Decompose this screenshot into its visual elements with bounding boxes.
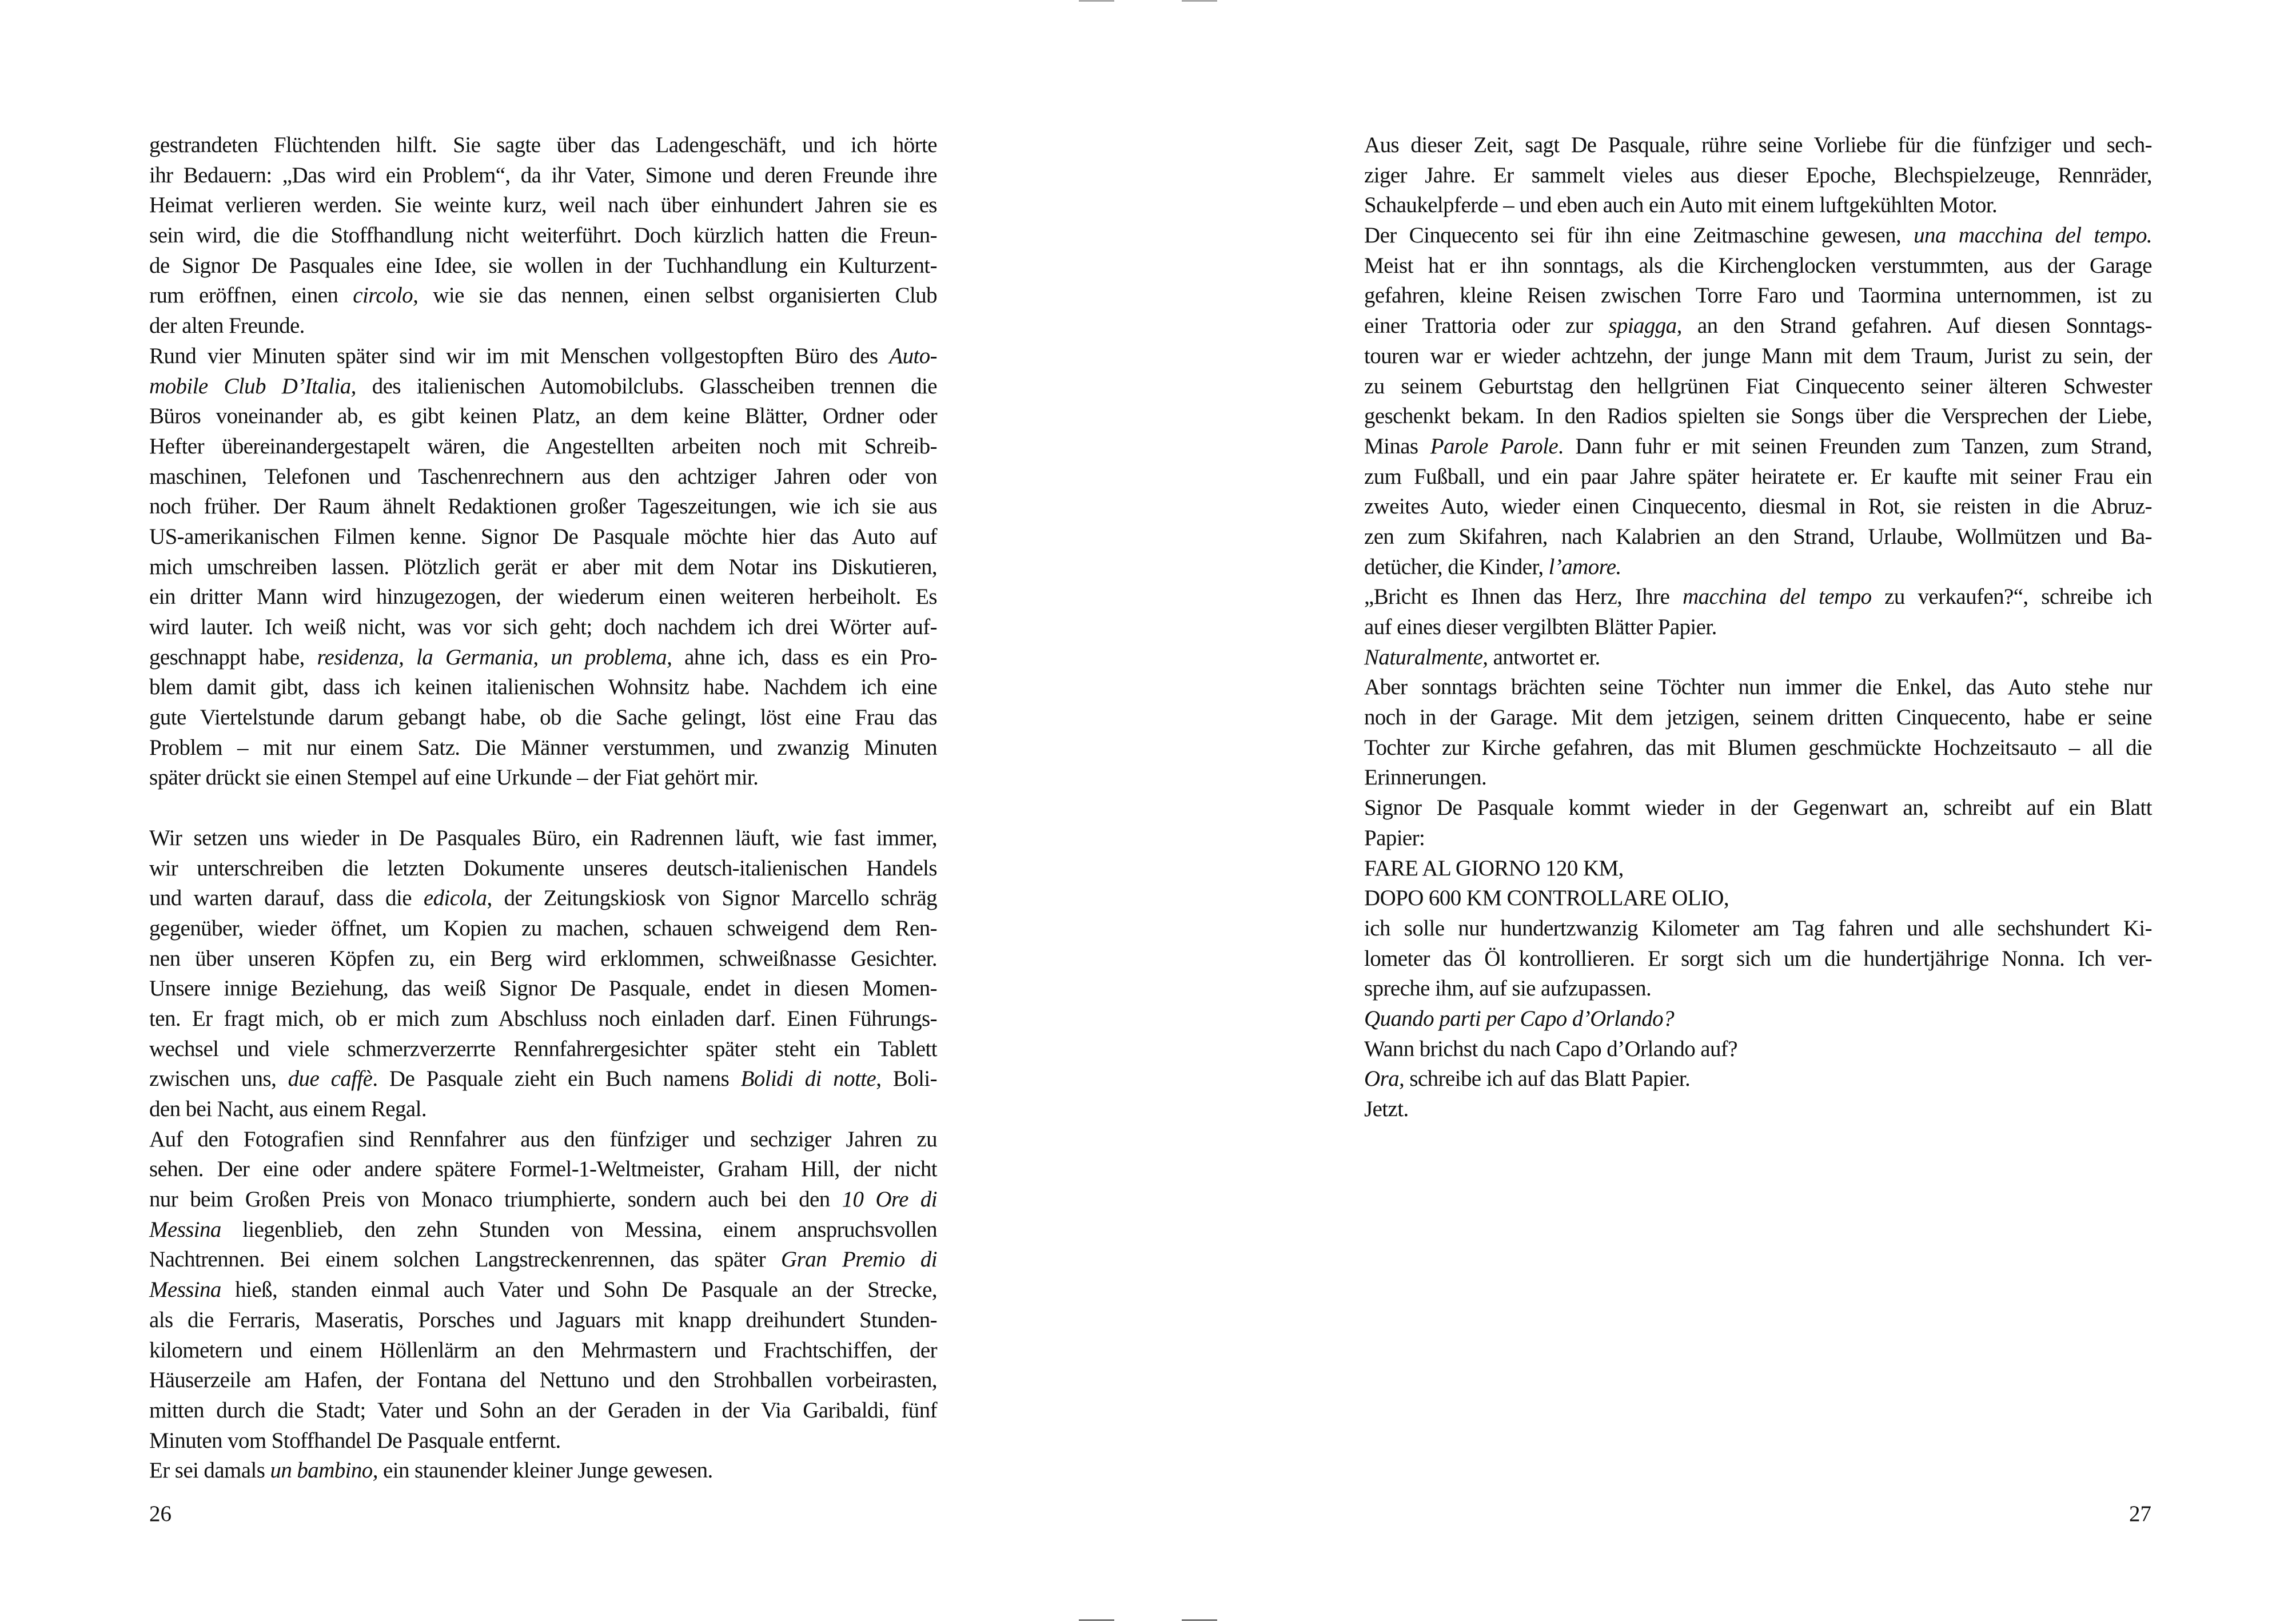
text-run: blem damit gibt, dass ich keinen italienischen Wohnsitz habe. Nachdem ich eine (149, 675, 937, 700)
text-run: Minas (1364, 433, 1430, 459)
text-run: Häuserzeile am Hafen, der Fontana del Nettuno und den Strohballen vorbeirasten, (149, 1368, 937, 1393)
text-line (1364, 582, 2152, 612)
text-run: zwischen uns, (149, 1066, 288, 1092)
text-line (149, 190, 937, 221)
text-line (1364, 281, 2152, 311)
text-line (149, 854, 937, 884)
text-run: ein dritter Mann wird hinzugezogen, der wiederum einen weiteren herbeiholt. Es (149, 584, 937, 610)
text-run: spreche ihm, auf sie aufzupassen. (1364, 976, 1652, 1001)
text-run: Rund vier Minuten später sind wir im mit Menschen vollgestopften Büro des (149, 343, 890, 368)
text-run: Papier: (1364, 825, 1425, 850)
text-run: zen zum Skifahren, nach Kalabrien an den Strand, Urlaube, Wollmützen und Ba- (1364, 524, 2152, 549)
text-line (1364, 672, 2152, 703)
text-line (149, 823, 937, 854)
text-run: Aber sonntags brächten seine Töchter nun immer die Enkel, das Auto stehe nur (1364, 675, 2152, 700)
italic-phrase: edicola (423, 886, 487, 911)
text-line (149, 1154, 937, 1185)
text-line (149, 1034, 937, 1065)
text-line (1364, 372, 2152, 402)
text-run: Unsere innige Beziehung, das weiß Signor De Pasquale, endet in diesen Momen- (149, 976, 937, 1001)
text-line (149, 311, 937, 341)
italic-phrase: l’amore. (1548, 554, 1621, 579)
text-run: ihr Bedauern: „Das wird ein Problem“, da ihr Vater, Simone und deren Freunde ihre (149, 162, 937, 188)
text-run: mitten durch die Stadt; Vater und Sohn an der Geraden in der Via Garibaldi, fünf (149, 1397, 937, 1423)
text-run: DOPO 600 KM CONTROLLARE OLIO, (1364, 886, 1729, 911)
text-run: rum eröffnen, einen (149, 283, 353, 308)
text-line (149, 733, 937, 763)
text-run: lometer das Öl kontrollieren. Er sorgt sich um die hundertjährige Nonna. Ich ver- (1364, 946, 2152, 971)
text-line (149, 612, 937, 643)
right-text-column (1364, 130, 2152, 1125)
italic-phrase: Quando parti per Capo d’Orlando? (1364, 1006, 1674, 1031)
text-run: Nachtrennen. Bei einem solchen Langstreckenrennen, das später (149, 1247, 782, 1272)
text-line (149, 1245, 937, 1275)
text-line (149, 1094, 937, 1125)
text-run: der alten Freunde. (149, 313, 305, 338)
text-line (149, 161, 937, 191)
text-run: sehen. Der eine oder andere spätere Formel-1-Weltmeister, Graham Hill, der nicht (149, 1157, 937, 1182)
italic-phrase: Ora, (1364, 1066, 1405, 1092)
text-line (149, 1125, 937, 1155)
text-line (1364, 221, 2152, 251)
text-line (1364, 251, 2152, 281)
text-run: antwortet er. (1488, 644, 1600, 670)
text-run: wir unterschreiben die letzten Dokumente unseres deutsch-italienischen Handels (149, 855, 937, 881)
text-run: mich umschreiben lassen. Plötzlich gerät er aber mit dem Notar ins Diskutieren, (149, 554, 937, 579)
text-run: zu verkaufen?“, schreibe ich (1871, 584, 2152, 610)
text-line (1364, 914, 2152, 944)
left-text-column (149, 130, 937, 1486)
text-run: ziger Jahre. Er sammelt vieles aus dieser Epoche, Blechspielzeuge, Rennräder, (1364, 162, 2152, 188)
italic-phrase: residenza, la Germania, un problema, (317, 644, 672, 670)
italic-phrase: mobile Club D’Italia, (149, 373, 356, 399)
text-run: sein wird, die die Stoffhandlung nicht weiterführt. Doch kürzlich hatten die Freun- (149, 223, 937, 248)
text-run: und warten darauf, dass die (149, 886, 424, 911)
text-line (149, 1336, 937, 1366)
text-run: Heimat verlieren werden. Sie weinte kurz, weil nach über einhundert Jahren sie es (149, 193, 937, 218)
text-run: FARE AL GIORNO 120 KM, (1364, 855, 1624, 881)
text-line (1364, 944, 2152, 974)
text-line (149, 883, 937, 914)
text-run: hieß, standen einmal auch Vater und Sohn De Pasquale an der Strecke, (221, 1277, 937, 1303)
text-run: US-amerikanischen Filmen kenne. Signor De Pasquale möchte hier das Auto auf (149, 524, 937, 549)
text-line (1364, 311, 2152, 341)
text-line (149, 1004, 937, 1034)
text-line (1364, 703, 2152, 733)
text-line (1364, 190, 2152, 221)
text-line (149, 1305, 937, 1336)
text-line (1364, 612, 2152, 643)
text-line (1364, 854, 2152, 884)
italic-phrase: 10 Ore di (842, 1187, 937, 1212)
italic-phrase: Gran Premio di (781, 1247, 937, 1272)
text-line (1364, 823, 2152, 854)
text-run: touren war er wieder achtzehn, der junge Mann mit dem Traum, Jurist zu sein, der (1364, 343, 2152, 368)
text-run: nur beim Großen Preis von Monaco triumphierte, sondern auch bei den (149, 1187, 842, 1212)
text-run: Aus dieser Zeit, sagt De Pasquale, rühre seine Vorliebe für die fünfziger und sech- (1364, 133, 2152, 157)
page-number-left: 26 (149, 1501, 172, 1526)
text-run: Jetzt. (1364, 1097, 1409, 1121)
text-run: Wir setzen uns wieder in De Pasquales Büro, ein Radrennen läuft, wie fast immer, (149, 825, 937, 850)
italic-phrase: due caffè (288, 1066, 373, 1092)
text-run: Hefter übereinandergestapelt wären, die Angestellten arbeiten noch mit Schreib- (149, 433, 937, 459)
text-line (149, 582, 937, 612)
italic-phrase: Auto- (889, 343, 937, 368)
italic-phrase: spiagga, (1608, 313, 1682, 338)
text-run: Signor De Pasquale kommt wieder in der Gegenwart an, schreibt auf ein Blatt (1364, 795, 2152, 821)
text-run: Er sei damals (149, 1458, 270, 1483)
text-line (1364, 432, 2152, 462)
italic-phrase: circolo, (353, 283, 418, 308)
text-line (1364, 401, 2152, 432)
text-line (149, 432, 937, 462)
text-run: an den Strand gefahren. Auf diesen Sonntags- (1681, 313, 2152, 338)
text-line (1364, 733, 2152, 763)
text-line (1364, 130, 2152, 161)
text-run: wechsel und viele schmerzverzerrte Rennfahrergesichter später steht ein Tablett (149, 1036, 937, 1061)
text-line (149, 341, 937, 372)
text-line (149, 221, 937, 251)
text-run: detücher, die Kinder, (1364, 554, 1549, 579)
text-run: den bei Nacht, aus einem Regal. (149, 1097, 426, 1121)
text-line (149, 944, 937, 974)
text-line (1364, 883, 2152, 914)
text-run: zum Fußball, und ein paar Jahre später heiratete er. Er kaufte mit seiner Frau ein (1364, 464, 2152, 489)
text-run: Minuten vom Stoffhandel De Pasquale entfernt. (149, 1428, 561, 1453)
text-run: liegenblieb, den zehn Stunden von Messina, einem anspruchsvollen (221, 1217, 937, 1242)
text-run: Wann brichst du nach Capo d’Orlando auf? (1364, 1036, 1737, 1061)
text-line (149, 1064, 937, 1094)
text-run: ein staunender kleiner Junge gewesen. (377, 1458, 713, 1483)
text-run: Büros voneinander ab, es gibt keinen Platz, an dem keine Blätter, Ordner oder (149, 404, 937, 429)
text-run: später drückt sie einen Stempel auf eine Urkunde – der Fiat gehört mir. (149, 765, 759, 790)
text-line (149, 1185, 937, 1215)
text-run: „Bricht es Ihnen das Herz, Ihre (1364, 584, 1683, 610)
italic-phrase: Bolidi di notte (740, 1066, 876, 1092)
text-line (149, 914, 937, 944)
text-run: Problem – mit nur einem Satz. Die Männer verstummen, und zwanzig Minuten (149, 735, 937, 760)
text-run: kilometern und einem Höllenlärm an den Mehrmastern und Frachtschiffen, der (149, 1337, 937, 1363)
text-run: gefahren, kleine Reisen zwischen Torre Faro und Taormina unternommen, ist zu (1364, 283, 2152, 308)
text-run: , Boli- (876, 1066, 937, 1092)
italic-phrase: Parole Parole (1430, 433, 1558, 459)
text-line (1364, 763, 2152, 793)
paragraph-gap (149, 793, 937, 823)
text-line (149, 462, 937, 492)
text-run: Tochter zur Kirche gefahren, das mit Blumen geschmückte Hochzeitsauto – all die (1364, 735, 2152, 760)
text-run: wird lauter. Ich weiß nicht, was vor sich geht; doch nachdem ich drei Wörter auf- (149, 615, 937, 639)
text-run: Auf den Fotografien sind Rennfahrer aus den fünfziger und sechziger Jahren zu (149, 1126, 937, 1152)
text-run: Meist hat er ihn sonntags, als die Kirchenglocken verstummten, aus der Garage (1364, 253, 2152, 278)
text-line (149, 1396, 937, 1426)
text-run: Erinnerungen. (1364, 765, 1487, 790)
italic-phrase: Messina (149, 1217, 221, 1242)
text-line (1364, 522, 2152, 552)
italic-phrase: macchina del tempo (1683, 584, 1872, 610)
text-line (1364, 341, 2152, 372)
text-run: geschnappt habe, (149, 644, 317, 670)
text-run: . Dann fuhr er mit seinen Freunden zum Tanzen, zum Strand, (1558, 433, 2152, 459)
text-run: einer Trattoria oder zur (1364, 313, 1609, 338)
text-run: gute Viertelstunde darum gebangt habe, ob die Sache gelingt, löst eine Frau das (149, 705, 937, 730)
text-line (149, 372, 937, 402)
text-run: gestrandeten Flüchtenden hilft. Sie sagte über das Ladengeschäft, und ich hörte (149, 133, 937, 157)
page-number-right: 27 (2129, 1501, 2151, 1526)
text-run: zweites Auto, wieder einen Cinquecento, diesmal in Rot, sie reisten in die Abruz- (1364, 494, 2152, 519)
text-line (1364, 1004, 2152, 1034)
text-line (1364, 643, 2152, 673)
text-run: ahne ich, dass es ein Pro- (672, 644, 937, 670)
text-line (1364, 552, 2152, 583)
text-run: geschenkt bekam. In den Radios spielten sie Songs über die Versprechen der Liebe, (1364, 404, 2152, 429)
text-line (1364, 1094, 2152, 1125)
text-run: Der Cinquecento sei für ihn eine Zeitmaschine gewesen, (1364, 223, 1914, 248)
text-line (149, 974, 937, 1004)
text-line (149, 251, 937, 281)
text-line (149, 703, 937, 733)
text-line (1364, 1064, 2152, 1094)
text-run: gegenüber, wieder öffnet, um Kopien zu machen, schauen schweigend dem Ren- (149, 915, 937, 941)
text-line (149, 130, 937, 161)
text-line (1364, 1034, 2152, 1065)
right-page (1148, 0, 2296, 1621)
text-run: als die Ferraris, Maseratis, Porsches und Jaguars mit knapp dreihundert Stunden- (149, 1307, 937, 1332)
text-run: ten. Er fragt mich, ob er mich zum Abschluss noch einladen darf. Einen Führungs- (149, 1006, 937, 1031)
text-run: wie sie das nennen, einen selbst organisierten Club (418, 283, 937, 308)
text-line (1364, 793, 2152, 823)
text-line (149, 281, 937, 311)
text-line (149, 1426, 937, 1456)
text-run: noch früher. Der Raum ähnelt Redaktionen großer Tageszeitungen, wie ich sie aus (149, 494, 937, 519)
text-run: nen über unseren Köpfen zu, ein Berg wird erklommen, schweißnasse Gesichter. (149, 946, 937, 971)
text-run: , der Zeitungskiosk von Signor Marcello schräg (487, 886, 937, 911)
text-line (149, 1456, 937, 1486)
text-line (149, 1215, 937, 1245)
text-line (149, 1365, 937, 1396)
text-run: ich solle nur hundertzwanzig Kilometer am Tag fahren und alle sechshundert Ki- (1364, 915, 2152, 941)
text-line (149, 552, 937, 583)
text-run: noch in der Garage. Mit dem jetzigen, seinem dritten Cinquecento, habe er seine (1364, 705, 2152, 730)
text-line (149, 492, 937, 522)
text-line (1364, 161, 2152, 191)
italic-phrase: Naturalmente, (1364, 644, 1488, 670)
text-run: auf eines dieser vergilbten Blätter Papier. (1364, 615, 1717, 639)
italic-phrase: Messina (149, 1277, 221, 1303)
text-line (1364, 974, 2152, 1004)
text-run: Schaukelpferde – und eben auch ein Auto mit einem luftgekühlten Motor. (1364, 193, 1998, 218)
text-line (149, 643, 937, 673)
text-line (1364, 462, 2152, 492)
text-line (149, 401, 937, 432)
italic-phrase: un bambino, (270, 1458, 378, 1483)
text-run: . De Pasquale zieht ein Buch namens (372, 1066, 741, 1092)
text-line (149, 522, 937, 552)
text-run: des italienischen Automobilclubs. Glasscheiben trennen die (356, 373, 937, 399)
text-line (149, 672, 937, 703)
italic-phrase: una macchina del tempo. (1914, 223, 2152, 248)
text-line (149, 1275, 937, 1305)
text-line (149, 763, 937, 793)
text-run: zu seinem Geburtstag den hellgrünen Fiat Cinquecento seiner älteren Schwester (1364, 373, 2152, 399)
text-line (1364, 492, 2152, 522)
text-run: schreibe ich auf das Blatt Papier. (1404, 1066, 1691, 1092)
text-run: de Signor De Pasquales eine Idee, sie wollen in der Tuchhandlung ein Kulturzent- (149, 253, 937, 278)
text-run: maschinen, Telefonen und Taschenrechnern aus den achtziger Jahren oder von (149, 464, 937, 489)
